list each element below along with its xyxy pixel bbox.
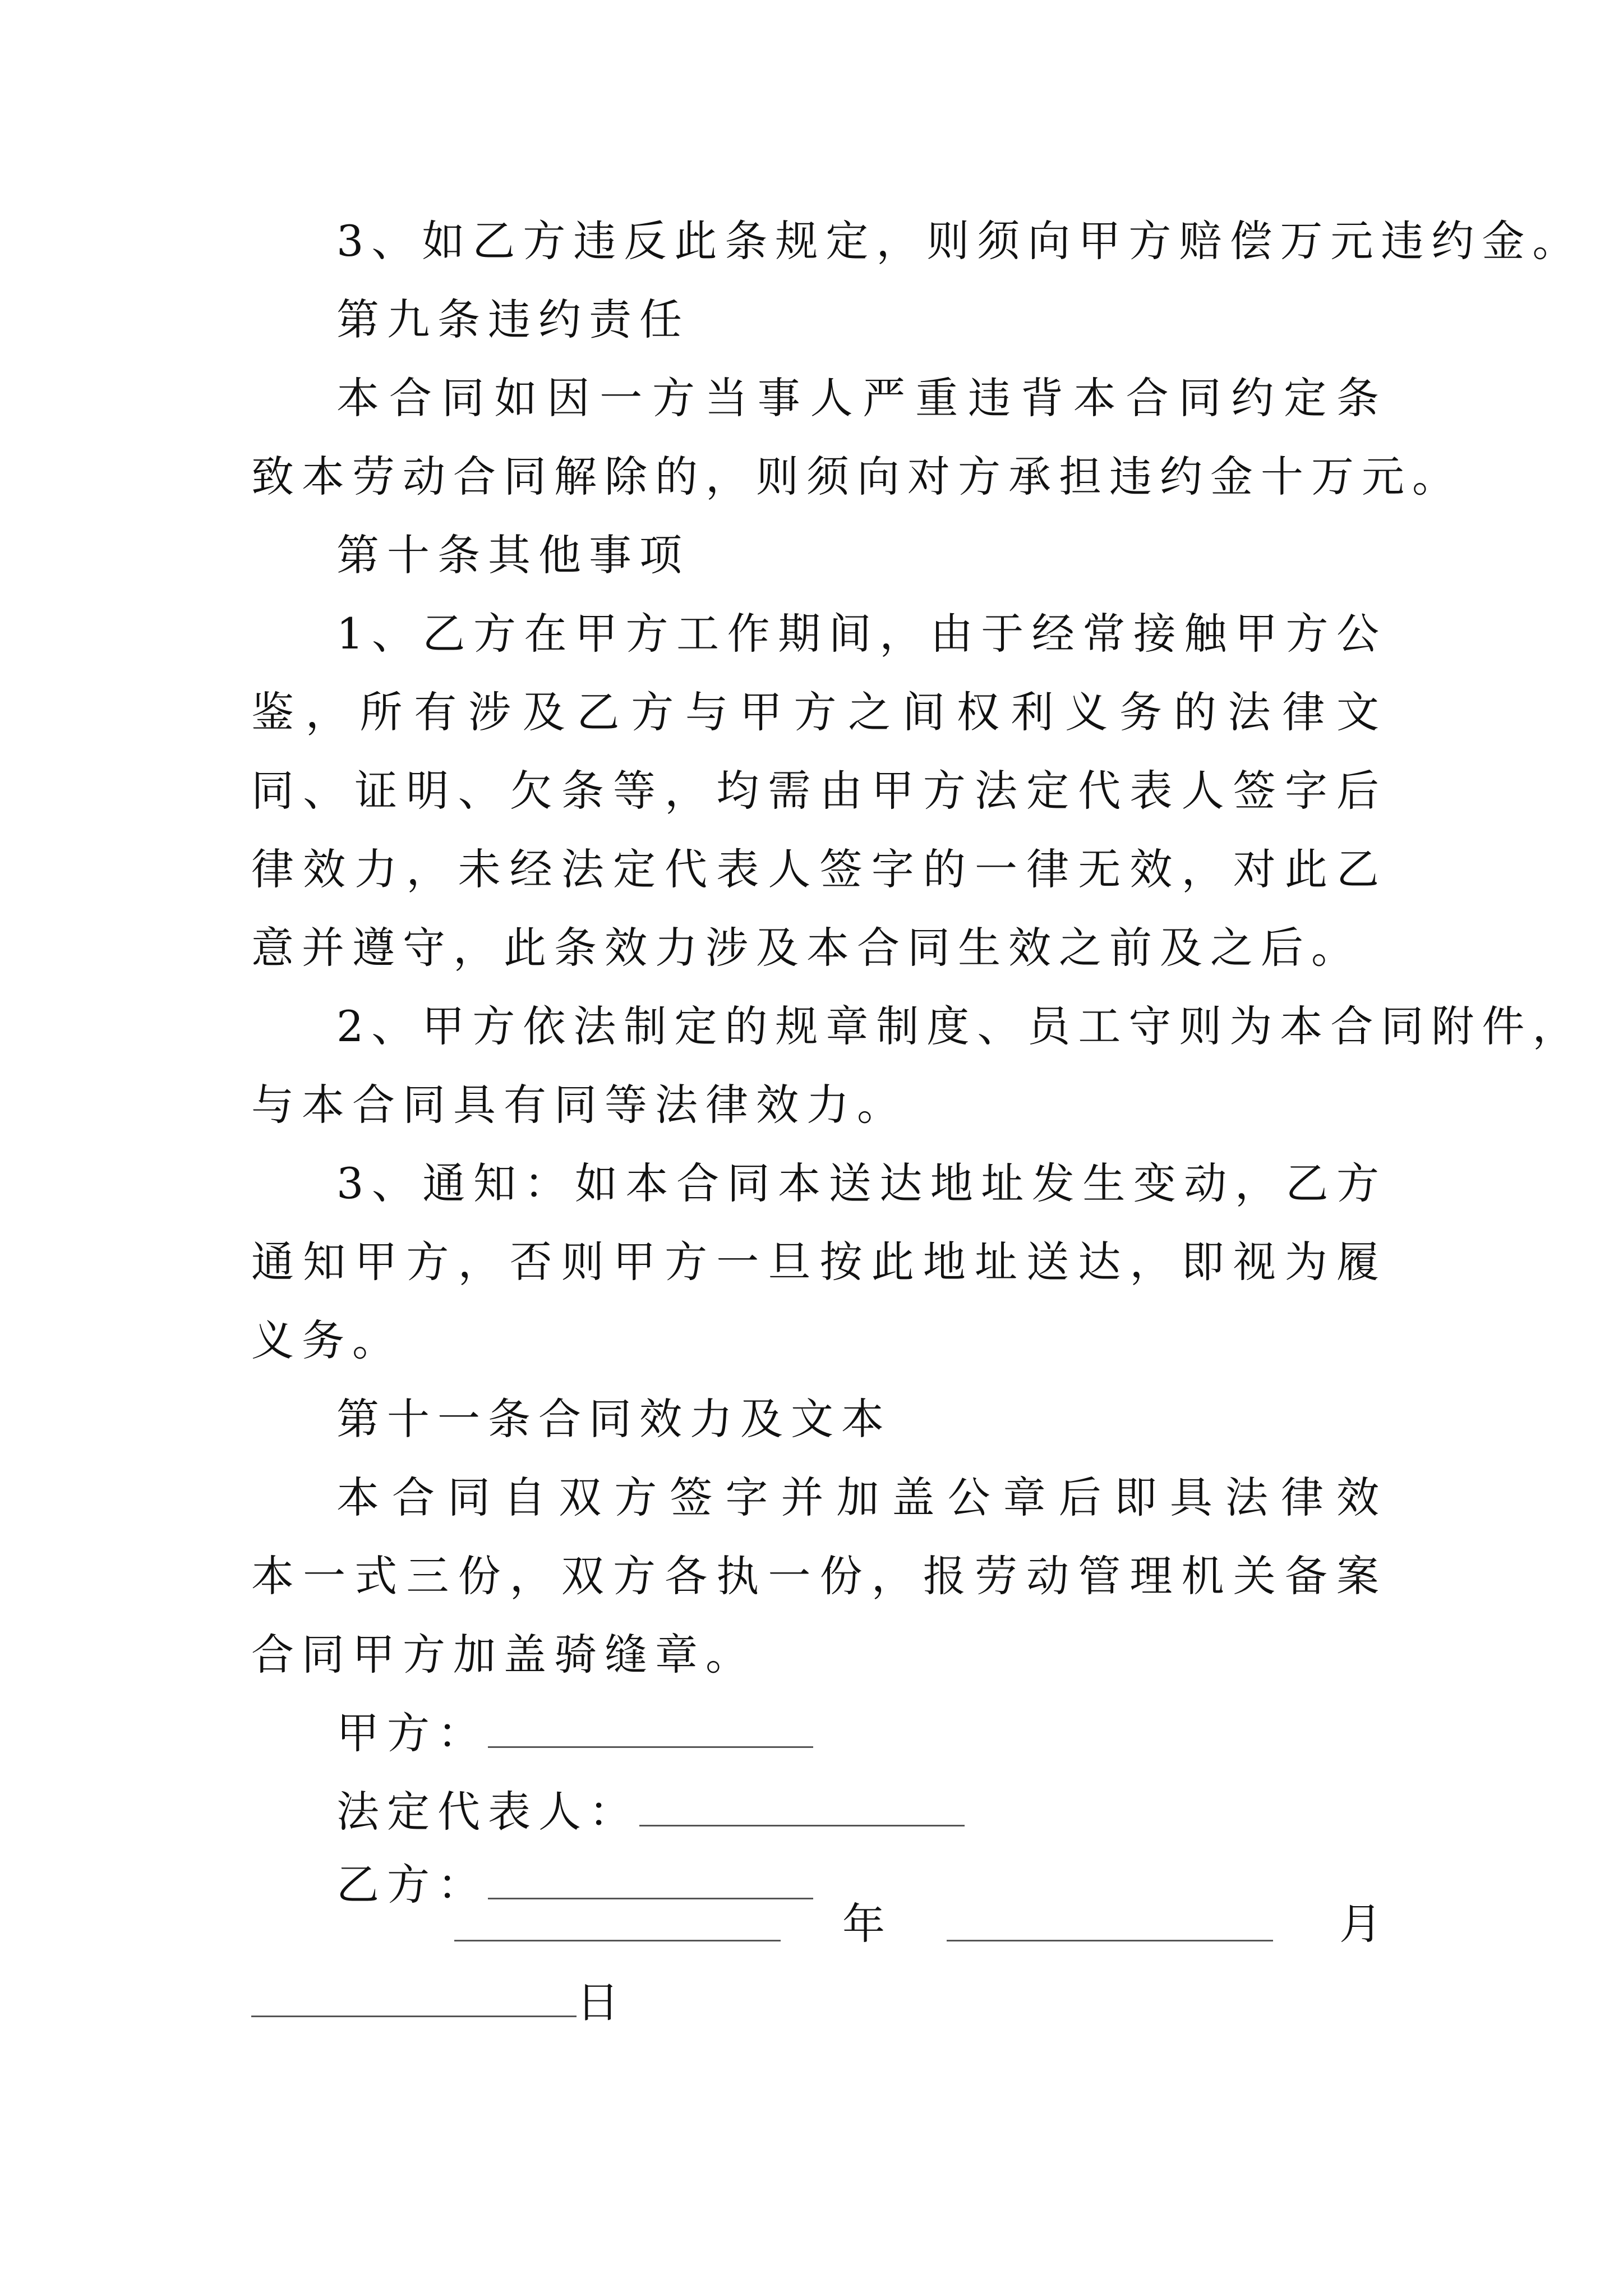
paragraph-line: 2、甲方依法制定的规章制度、员工守则为本合同附件， (336, 1001, 1583, 1051)
paragraph-line: 3、如乙方违反此条规定，则须向甲方赔偿万元违约金。 (336, 216, 1583, 266)
day-blank (251, 1976, 577, 2017)
paragraph-line: 同、证明、欠条等，均需由甲方法定代表人签字后 (251, 766, 1387, 816)
paragraph-line: 鉴，所有涉及乙方与甲方之间权利义务的法律文 (251, 687, 1387, 737)
paragraph-line: 合同甲方加盖骑缝章。 (251, 1630, 756, 1680)
article-heading: 第十条其他事项 (336, 530, 690, 580)
paragraph-line: 义务。 (251, 1315, 403, 1365)
month-blank (947, 1901, 1273, 1941)
paragraph-line: 通知甲方，否则甲方一旦按此地址送达，即视为履 (251, 1237, 1387, 1287)
year-label: 年 (842, 1899, 885, 1949)
article-heading: 第九条违约责任 (336, 295, 690, 344)
month-label: 月 (1339, 1899, 1382, 1949)
legal-rep-signature (336, 1784, 1472, 1840)
year-blank (454, 1901, 781, 1941)
party-b-blank (488, 1858, 813, 1899)
paragraph-line: 律效力，未经法定代表人签字的一律无效，对此乙 (251, 844, 1387, 894)
day-label: 日 (577, 1977, 627, 2027)
party-b-label: 乙方： (336, 1860, 488, 1910)
legal-rep-label: 法定代表人： (336, 1787, 639, 1837)
paragraph-line: 致本劳动合同解除的，则须向对方承担违约金十万元。 (251, 452, 1463, 501)
paragraph-line: 本合同如因一方当事人严重违背本合同约定条 (336, 373, 1387, 423)
legal-rep-blank (639, 1786, 965, 1826)
party-a-blank (488, 1707, 813, 1748)
day-signature (251, 1975, 1387, 2031)
date-row (0, 1896, 1623, 1952)
paragraph-line: 意并遵守，此条效力涉及本合同生效之前及之后。 (251, 923, 1362, 973)
article-heading: 第十一条合同效力及文本 (336, 1394, 892, 1444)
paragraph-line: 与本合同具有同等法律效力。 (251, 1080, 907, 1130)
party-a-label: 甲方： (336, 1708, 488, 1758)
paragraph-line: 本一式三份，双方各执一份，报劳动管理机关备案 (251, 1551, 1387, 1601)
paragraph-line: 1、乙方在甲方工作期间，由于经常接触甲方公 (336, 609, 1387, 659)
paragraph-line: 3、通知：如本合同本送达地址发生变动，乙方 (336, 1158, 1387, 1208)
paragraph-line: 本合同自双方签字并加盖公章后即具法律效 (336, 1473, 1387, 1522)
party-a-signature (336, 1705, 1472, 1761)
